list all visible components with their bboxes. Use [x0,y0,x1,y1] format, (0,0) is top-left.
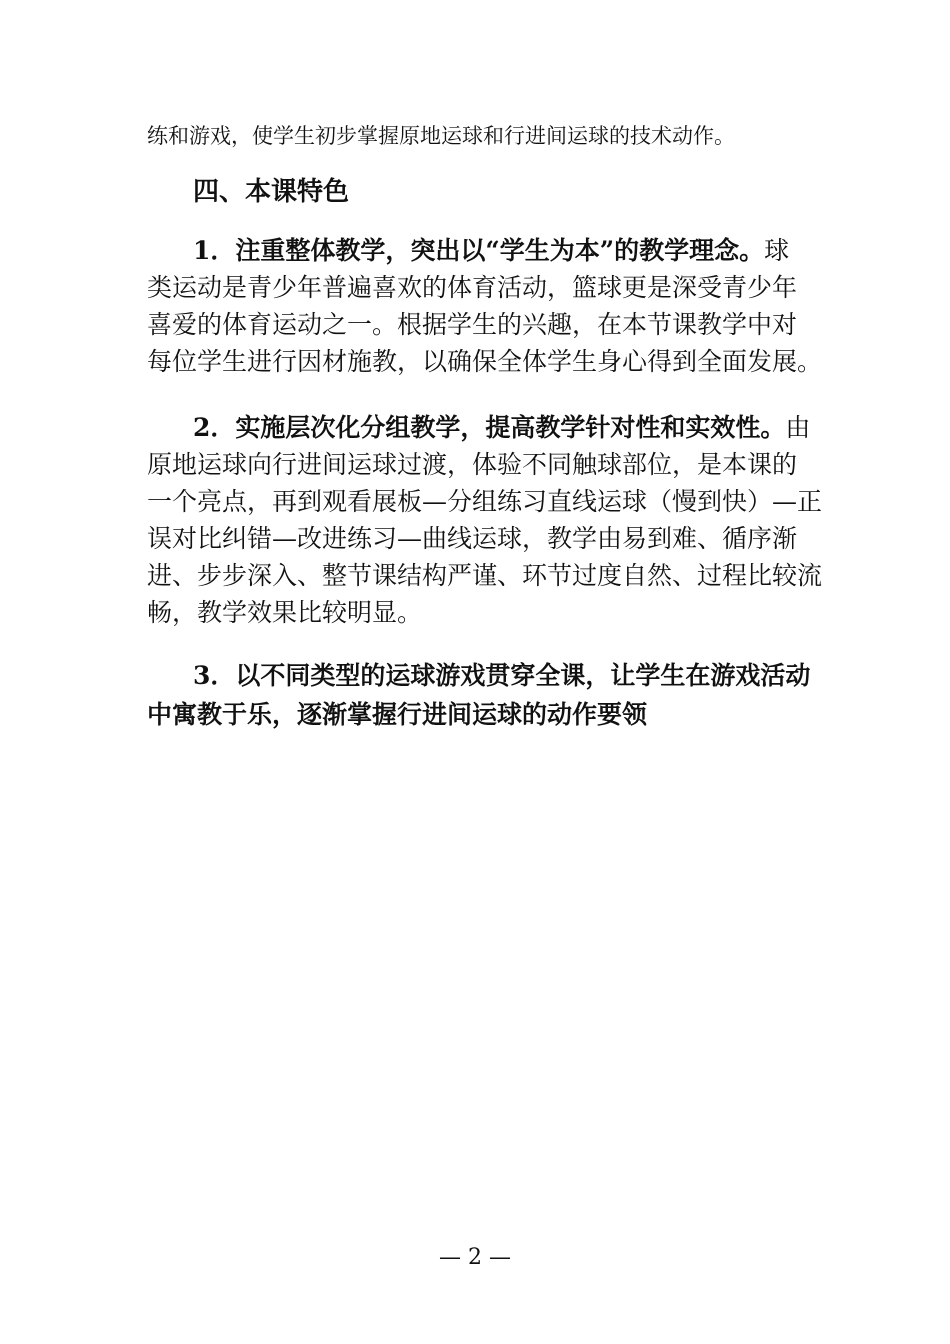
paragraph-2-title: 2．实施层次化分组教学，提高教学针对性和实效性。 [193,413,786,442]
paragraph-1-text: 球 [764,236,790,265]
lead-line: 练和游戏，使学生初步掌握原地运球和行进间运球的技术动作。 [147,124,735,148]
paragraph-2-line: 进、步步深入、整节课结构严谨、环节过度自然、过程比较流 [147,561,823,590]
paragraph-2-line: 一个亮点，再到观看展板—分组练习直线运球（慢到快）—正 [147,487,823,516]
paragraph-1-line: 类运动是青少年普遍喜欢的体育活动，篮球更是深受青少年 [147,273,798,302]
paragraph-1-line: 每位学生进行因材施教，以确保全体学生身心得到全面发展。 [147,347,823,376]
paragraph-2-line: 误对比纠错—改进练习—曲线运球，教学由易到难、循序渐 [147,524,798,553]
page-number: — 2 — [439,1245,511,1270]
paragraph-3-line: 3．以不同类型的运球游戏贯穿全课，让学生在游戏活动 [193,661,811,690]
paragraph-2-text: 由 [785,413,811,442]
paragraph-1-title: 1．注重整体教学，突出以“学生为本”的教学理念。 [193,236,765,265]
paragraph-2-line: 畅，教学效果比较明显。 [147,598,423,627]
paragraph-2-line: 原地运球向行进间运球过渡，体验不同触球部位，是本课的 [147,450,798,479]
paragraph-3-line: 中寓教于乐，逐渐掌握行进间运球的动作要领 [147,700,648,729]
paragraph-1-line: 喜爱的体育运动之一。根据学生的兴趣，在本节课教学中对 [147,310,798,339]
paragraph-2-first-line [193,413,873,443]
paragraph-1-first-line [193,236,873,266]
section-heading: 四、本课特色 [193,177,350,207]
